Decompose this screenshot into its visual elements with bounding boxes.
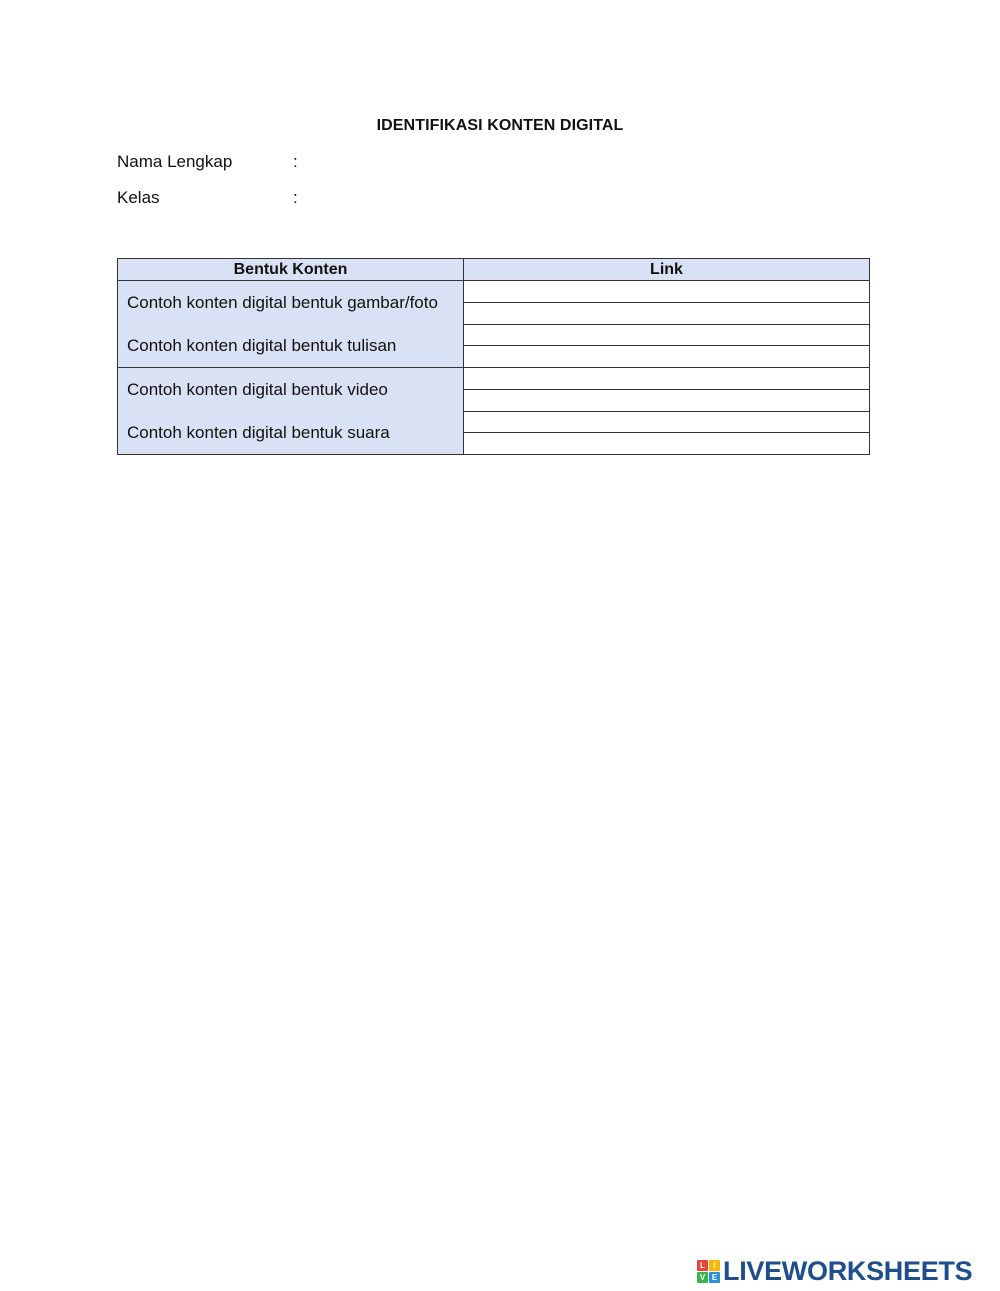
logo-letter-e: E bbox=[709, 1272, 720, 1283]
field-separator-nama-lengkap: : bbox=[293, 152, 298, 171]
table-header-row bbox=[118, 259, 870, 281]
link-input-cell[interactable] bbox=[464, 433, 870, 455]
category-tulisan: Contoh konten digital bentuk tulisan bbox=[127, 336, 397, 355]
table-row bbox=[118, 281, 870, 303]
liveworksheets-brand bbox=[697, 1256, 972, 1286]
link-input-cell[interactable] bbox=[464, 346, 870, 368]
liveworksheets-logo-icon bbox=[697, 1260, 720, 1283]
field-label-kelas: Kelas bbox=[117, 188, 160, 207]
link-input-cell[interactable] bbox=[464, 302, 870, 324]
link-input-cell[interactable] bbox=[464, 281, 870, 303]
table-row bbox=[118, 368, 870, 390]
logo-letter-i: I bbox=[709, 1260, 720, 1271]
page-title: IDENTIFIKASI KONTEN DIGITAL bbox=[376, 117, 624, 134]
category-group-2 bbox=[118, 368, 464, 455]
link-input-cell[interactable] bbox=[464, 389, 870, 411]
category-suara: Contoh konten digital bentuk suara bbox=[127, 423, 390, 442]
field-label-nama-lengkap: Nama Lengkap bbox=[117, 152, 233, 171]
field-separator-kelas: : bbox=[293, 188, 298, 207]
category-video: Contoh konten digital bentuk video bbox=[127, 380, 388, 399]
header-bentuk-konten: Bentuk Konten bbox=[118, 259, 464, 281]
category-group-1 bbox=[118, 281, 464, 368]
brand-text: LIVEWORKSHEETS bbox=[723, 1256, 973, 1286]
content-table bbox=[117, 258, 870, 455]
logo-letter-l: L bbox=[697, 1260, 708, 1271]
logo-letter-v: V bbox=[697, 1272, 708, 1283]
link-input-cell[interactable] bbox=[464, 324, 870, 346]
category-gambar-foto: Contoh konten digital bentuk gambar/foto bbox=[127, 293, 438, 312]
link-input-cell[interactable] bbox=[464, 368, 870, 390]
link-input-cell[interactable] bbox=[464, 411, 870, 433]
header-link: Link bbox=[464, 259, 870, 281]
